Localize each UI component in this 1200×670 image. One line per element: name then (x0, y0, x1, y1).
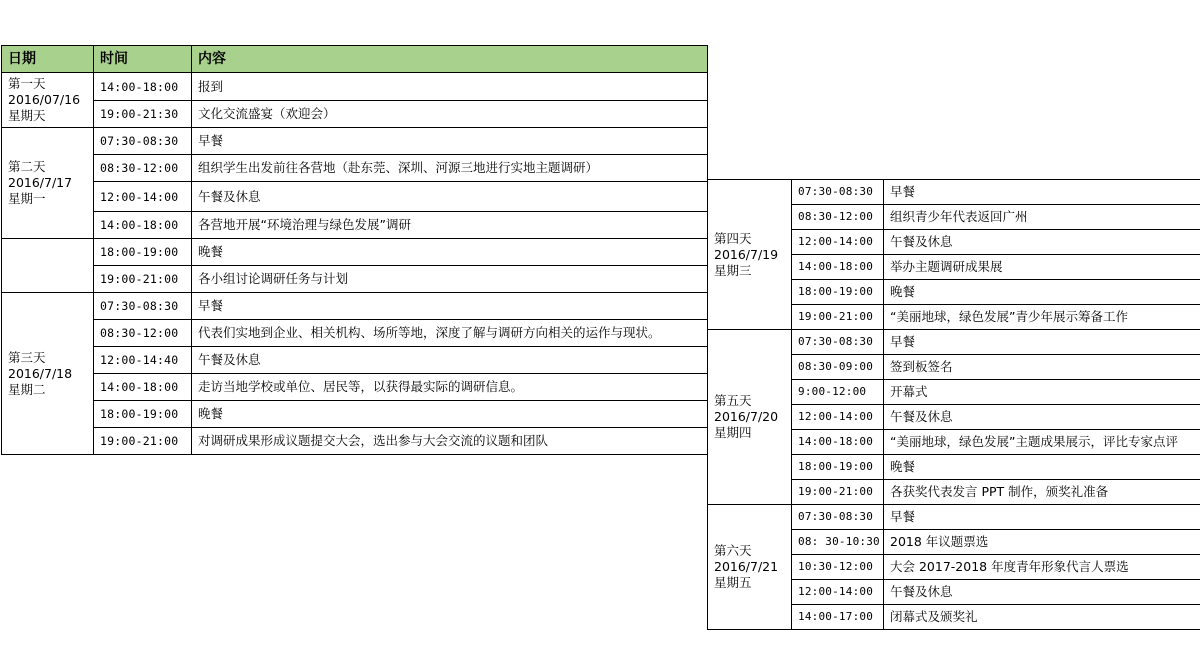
content-cell: 文化交流盛宴（欢迎会） (192, 101, 708, 128)
date-line: 第一天 (8, 76, 46, 91)
table-row (2, 101, 708, 128)
header-row (2, 46, 708, 73)
time-cell: 18:00-19:00 (94, 401, 192, 428)
time-cell: 07:30-08:30 (792, 330, 884, 355)
time-cell: 07:30-08:30 (94, 293, 192, 320)
content-cell: 对调研成果形成议题提交大会，选出参与大会交流的议题和团队 (192, 428, 708, 455)
content-cell: 报到 (192, 73, 708, 101)
time-cell: 07:30-08:30 (792, 180, 884, 205)
date-cell (708, 505, 792, 630)
time-cell: 08:30-12:00 (792, 205, 884, 230)
content-cell: 早餐 (192, 293, 708, 320)
date-cell (708, 180, 792, 330)
time-cell: 12:00-14:40 (94, 347, 192, 374)
content-cell: 组织青少年代表返回广州 (884, 205, 1200, 230)
table-row (2, 374, 708, 401)
time-cell: 18:00-19:00 (94, 239, 192, 266)
date-line: 第四天 (714, 230, 752, 246)
table-row (2, 428, 708, 455)
date-line: 星期一 (8, 191, 46, 206)
content-cell: 午餐及休息 (884, 580, 1200, 605)
time-cell: 12:00-14:00 (792, 405, 884, 430)
time-cell: 12:00-14:00 (792, 580, 884, 605)
content-cell: 签到板签名 (884, 355, 1200, 380)
table-row (2, 73, 708, 101)
content-cell: “美丽地球，绿色发展”青少年展示筹备工作 (884, 305, 1200, 330)
content-cell: 闭幕式及颁奖礼 (884, 605, 1200, 630)
date-line: 2016/7/17 (8, 175, 73, 190)
date-line: 2016/7/20 (714, 409, 779, 424)
date-line: 2016/7/18 (8, 365, 73, 381)
date-line: 2016/07/16 (8, 92, 81, 107)
content-cell: 晚餐 (192, 239, 708, 266)
date-line: 第三天 (8, 349, 46, 365)
time-cell: 14:00-17:00 (792, 605, 884, 630)
table-row (2, 320, 708, 347)
time-cell: 12:00-14:00 (94, 182, 192, 212)
time-cell: 14:00-18:00 (94, 374, 192, 401)
table-row (2, 182, 708, 212)
content-cell: 2018 年议题票选 (884, 530, 1200, 555)
content-cell: 午餐及休息 (884, 405, 1200, 430)
table-row (2, 347, 708, 374)
time-cell: 12:00-14:00 (792, 230, 884, 255)
header-date: 日期 (2, 46, 94, 73)
content-cell: 大会 2017-2018 年度青年形象代言人票选 (884, 555, 1200, 580)
content-cell: 各获奖代表发言 PPT 制作，颁奖礼准备 (884, 480, 1200, 505)
date-line: 星期二 (8, 381, 46, 397)
table-row (708, 330, 1200, 355)
date-cell (2, 73, 94, 128)
content-cell: 早餐 (884, 180, 1200, 205)
content-cell: 各营地开展“环境治理与绿色发展”调研 (192, 212, 708, 239)
content-cell: 午餐及休息 (192, 347, 708, 374)
time-cell: 18:00-19:00 (792, 455, 884, 480)
time-cell: 10:30-12:00 (792, 555, 884, 580)
table-row (2, 239, 708, 266)
header-time: 时间 (94, 46, 192, 73)
date-line: 星期五 (714, 575, 752, 590)
time-cell: 08:30-12:00 (94, 320, 192, 347)
date-line: 2016/7/19 (714, 246, 779, 262)
time-cell: 07:30-08:30 (94, 128, 192, 155)
date-line: 第二天 (8, 159, 46, 174)
date-line: 第五天 (714, 393, 752, 408)
table-row (2, 128, 708, 155)
date-line: 星期三 (714, 262, 752, 278)
table-row (2, 212, 708, 239)
time-cell: 19:00-21:30 (94, 101, 192, 128)
date-line: 第六天 (714, 543, 752, 558)
header-content: 内容 (192, 46, 708, 73)
content-cell: 举办主题调研成果展 (884, 255, 1200, 280)
date-cell (2, 239, 94, 293)
content-cell: 午餐及休息 (192, 182, 708, 212)
content-cell: 晚餐 (884, 280, 1200, 305)
content-cell: 代表们实地到企业、相关机构、场所等地，深度了解与调研方向相关的运作与现状。 (192, 320, 708, 347)
time-cell: 9:00-12:00 (792, 380, 884, 405)
table-row (708, 180, 1200, 205)
date-cell (2, 293, 94, 455)
content-cell: 早餐 (884, 505, 1200, 530)
date-cell (2, 128, 94, 239)
time-cell: 08: 30-10:30 (792, 530, 884, 555)
time-cell: 14:00-18:00 (94, 212, 192, 239)
time-cell: 14:00-18:00 (792, 430, 884, 455)
date-line: 星期天 (8, 108, 46, 123)
schedule-table-right (707, 179, 1200, 630)
table-row (2, 155, 708, 182)
date-cell (708, 330, 792, 505)
content-cell: “美丽地球，绿色发展”主题成果展示，评比专家点评 (884, 430, 1200, 455)
content-cell: 早餐 (192, 128, 708, 155)
time-cell: 19:00-21:00 (792, 480, 884, 505)
time-cell: 19:00-21:00 (94, 428, 192, 455)
time-cell: 14:00-18:00 (792, 255, 884, 280)
time-cell: 07:30-08:30 (792, 505, 884, 530)
content-cell: 各小组讨论调研任务与计划 (192, 266, 708, 293)
content-cell: 午餐及休息 (884, 230, 1200, 255)
time-cell: 19:00-21:00 (792, 305, 884, 330)
content-cell: 开幕式 (884, 380, 1200, 405)
content-cell: 走访当地学校或单位、居民等，以获得最实际的调研信息。 (192, 374, 708, 401)
content-cell: 晚餐 (884, 455, 1200, 480)
time-cell: 08:30-12:00 (94, 155, 192, 182)
content-cell: 组织学生出发前往各营地（赴东莞、深圳、河源三地进行实地主题调研） (192, 155, 708, 182)
date-line: 星期四 (714, 425, 752, 440)
time-cell: 08:30-09:00 (792, 355, 884, 380)
content-cell: 早餐 (884, 330, 1200, 355)
table-row (2, 266, 708, 293)
content-cell: 晚餐 (192, 401, 708, 428)
table-row (2, 401, 708, 428)
time-cell: 18:00-19:00 (792, 280, 884, 305)
date-line: 2016/7/21 (714, 559, 779, 574)
table-row (708, 505, 1200, 530)
time-cell: 19:00-21:00 (94, 266, 192, 293)
time-cell: 14:00-18:00 (94, 73, 192, 101)
table-row (2, 293, 708, 320)
schedule-table-left (1, 45, 708, 455)
